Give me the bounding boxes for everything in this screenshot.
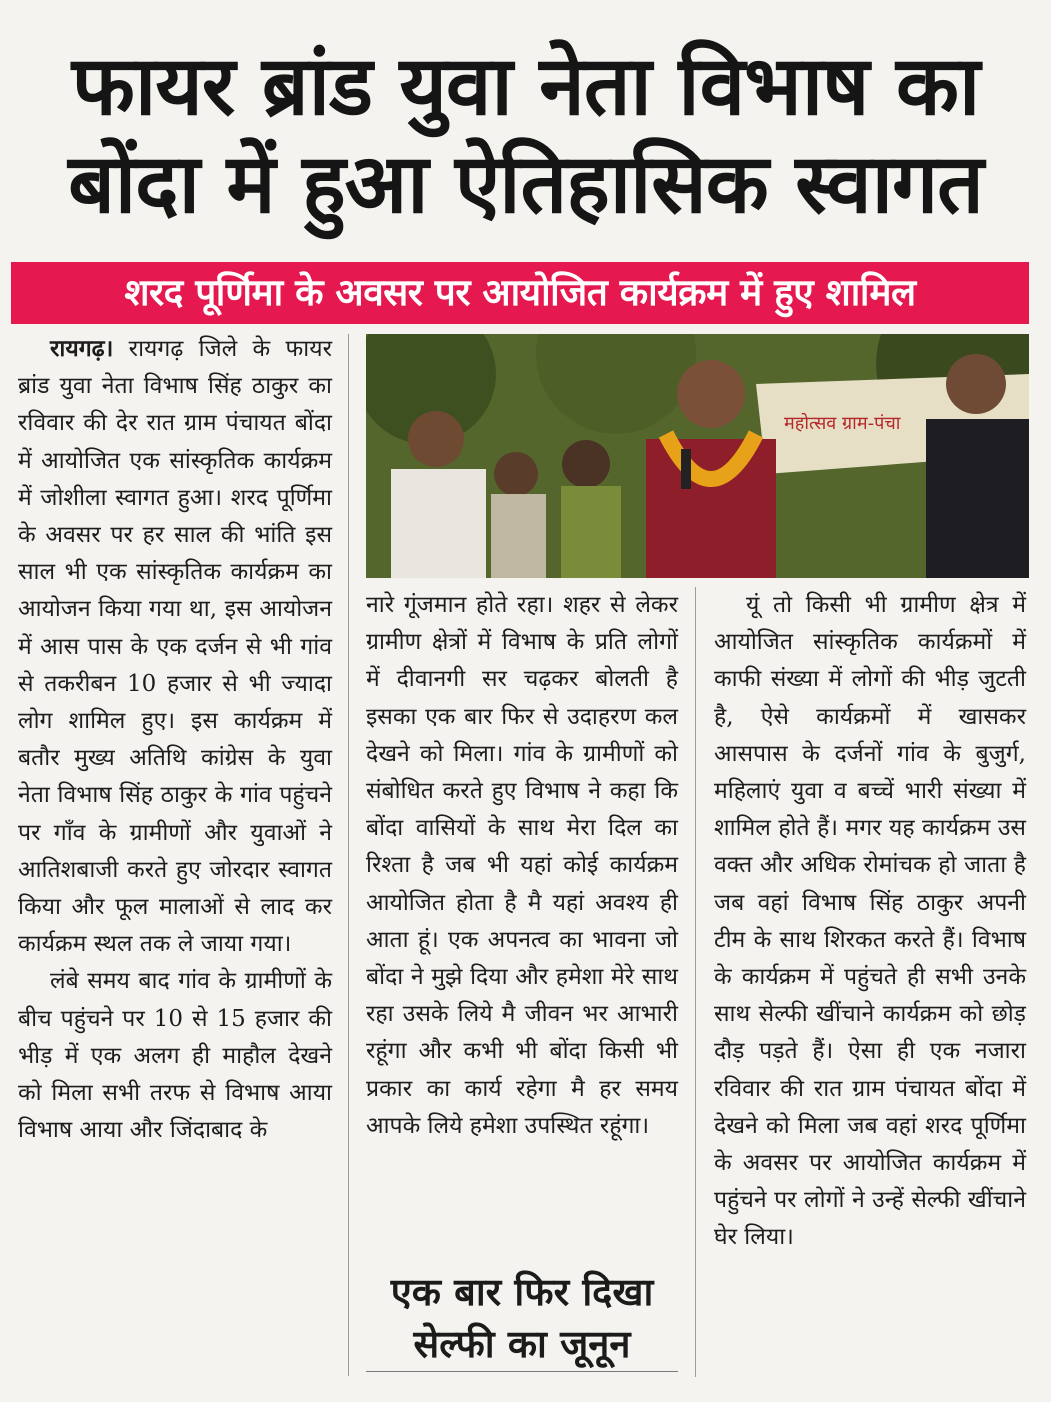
article-column-1	[18, 330, 332, 1149]
paragraph-text: रायगढ़ जिले के फायर ब्रांड युवा नेता विभाष सिंह ठाकुर का रविवार की देर रात ग्राम पंचायत बोंदा में आयोजित एक सांस्कृतिक कार्यक्रम में जोशीला स्वागत हुआ। शरद पूर्णिमा के अवसर पर हर साल की भांति इस साल भी एक सांस्कृतिक कार्यक्रम का आयोजन किया गया था, इस आयोजन में आस पास के एक दर्जन से भी गांव से तकरीबन 10 हजार से भी ज्यादा लोग शामिल हुए। इस कार्यक्रम में बतौर मुख्य अतिथि कांग्रेस के युवा नेता विभाष सिंह ठाकुर के गांव पहुंचने पर गाँव के ग्रामीणों और युवाओं ने आतिशबाजी करते हुए जोरदार स्वागत किया और फूल मालाओं से लाद कर कार्यक्रम स्थल तक ले जाया गया।	[18, 336, 332, 958]
column-divider	[695, 587, 696, 1377]
dateline: रायगढ़।	[50, 335, 114, 362]
banner-text: महोत्सव ग्राम-पंचा	[784, 413, 901, 434]
person-right	[926, 419, 1029, 578]
article-paragraph: नारे गूंजमान होते रहा। शहर से लेकर ग्रामीण क्षेत्रों में विभाष के प्रति लोगों में दीवानगी सर चढ़कर बोलती है इसका एक बार फिर से उदाहरण कल देखने को मिला। गांव के ग्रामीणों को संबोधित करते हुए विभाष ने कहा कि बोंदा वासियों के साथ मेरा दिल का रिश्ता है जब भी यहां कोई कार्यक्रम आयोजित होता है मै यहां अवश्य ही आता हूं। एक अपनत्व का भावना जो बोंदा ने मुझे दिया और हमेशा मेरे साथ रहा उसके लिये मै जीवन भर आभारी रहूंगा और कभी भी बोंदा किसी भी प्रकार का कार्य रहेगा मै हर समय आपके लिये हमेशा उपस्थित रहूंगा।	[366, 592, 678, 1139]
subhead-line-2: सेल्फी का जूनून	[413, 1322, 631, 1366]
article-paragraph	[18, 330, 332, 963]
article-paragraph: लंबे समय बाद गांव के ग्रामीणों के बीच पहुंचने पर 10 से 15 हजार की भीड़ में एक अलग ही माहौल देखने को मिला सभी तरफ से विभाष आया विभाष आया और जिंदाबाद के	[18, 968, 332, 1144]
subheadline-banner: शरद पूर्णिमा के अवसर पर आयोजित कार्यक्रम में हुए शामिल	[11, 262, 1029, 324]
headline-line-2: बोंदा में हुआ ऐतिहासिक स्वागत	[68, 137, 983, 232]
photo-illustration	[366, 334, 1029, 578]
speaker-head	[677, 360, 745, 428]
column-subhead	[366, 1266, 678, 1370]
speaker-vest	[646, 439, 776, 578]
subhead-line-1: एक बार फिर दिखा	[390, 1270, 654, 1314]
article-column-2	[366, 587, 678, 1145]
headline-line-1: फायर ब्रांड युवा नेता विभाष का	[71, 39, 980, 134]
headline	[0, 38, 1051, 234]
column-divider	[348, 334, 349, 1376]
news-photo	[366, 334, 1029, 578]
person-left	[391, 469, 486, 578]
article-paragraph: यूं तो किसी भी ग्रामीण क्षेत्र में आयोजित सांस्कृतिक कार्यक्रमों में काफी संख्या में लोगों की भीड़ जुटती है, ऐसे कार्यक्रमों में खासकर आसपास के दर्जनों गांव के बुजुर्ग, महिलाएं युवा व बच्चें भारी संख्या में शामिल होते हैं। मगर यह कार्यक्रम उस वक्त और अधिक रोमांचक हो जाता है जब वहां विभाष सिंह ठाकुर अपनी टीम के साथ शिरकत करते हैं। विभाष के कार्यक्रम में पहुंचते ही सभी उनके साथ सेल्फी खींचाने कार्यक्रम को छोड़ दौड़ पड़ते हैं। ऐसा ही एक नजारा रविवार की रात ग्राम पंचायत बोंदा में देखने को मिला जब वहां शरद पूर्णिमा के अवसर पर आयोजित कार्यक्रम में पहुंचने पर लोगों ने उन्हें सेल्फी खींचाने घेर लिया।	[714, 592, 1026, 1251]
subhead-rule	[366, 1371, 678, 1372]
article-column-3	[714, 587, 1026, 1257]
